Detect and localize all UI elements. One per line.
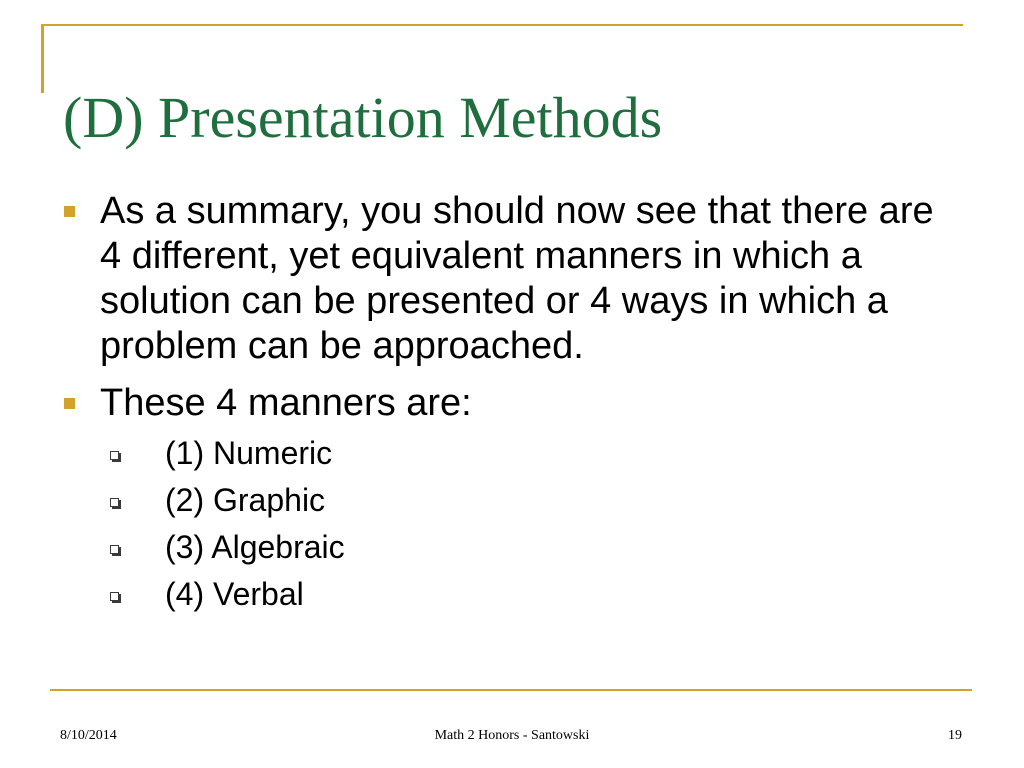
footer-divider (50, 689, 972, 691)
hollow-square-bullet-icon (110, 451, 119, 460)
footer-date: 8/10/2014 (60, 728, 117, 743)
sub-bullet-item (0, 571, 1024, 618)
sub-bullet-item (0, 430, 1024, 477)
square-bullet-icon (64, 206, 75, 217)
footer-page-number: 19 (948, 728, 962, 743)
sub-bullet-item (0, 524, 1024, 571)
slide-title: (D) Presentation Methods (63, 85, 663, 150)
left-accent-line (41, 24, 44, 93)
sub-bullet-text: (1) Numeric (165, 435, 333, 471)
sub-bullet-text: (4) Verbal (165, 576, 304, 612)
bullet-item (0, 381, 1024, 426)
sub-bullet-text: (3) Algebraic (165, 529, 345, 565)
sub-bullet-item (0, 477, 1024, 524)
hollow-square-bullet-icon (110, 545, 119, 554)
square-bullet-icon (64, 398, 75, 409)
hollow-square-bullet-icon (110, 498, 119, 507)
hollow-square-bullet-icon (110, 592, 119, 601)
top-accent-line (41, 24, 963, 26)
sub-bullet-text: (2) Graphic (165, 482, 326, 518)
footer-course-title: Math 2 Honors - Santowski (434, 728, 590, 743)
bullet-text: These 4 manners are: (100, 382, 472, 424)
sub-bullet-list (0, 430, 1024, 618)
bullet-text: As a summary, you should now see that there are 4 different, yet equivalent manners in which a solution can be presented or 4 ways in which a problem can be approached. (100, 190, 934, 367)
